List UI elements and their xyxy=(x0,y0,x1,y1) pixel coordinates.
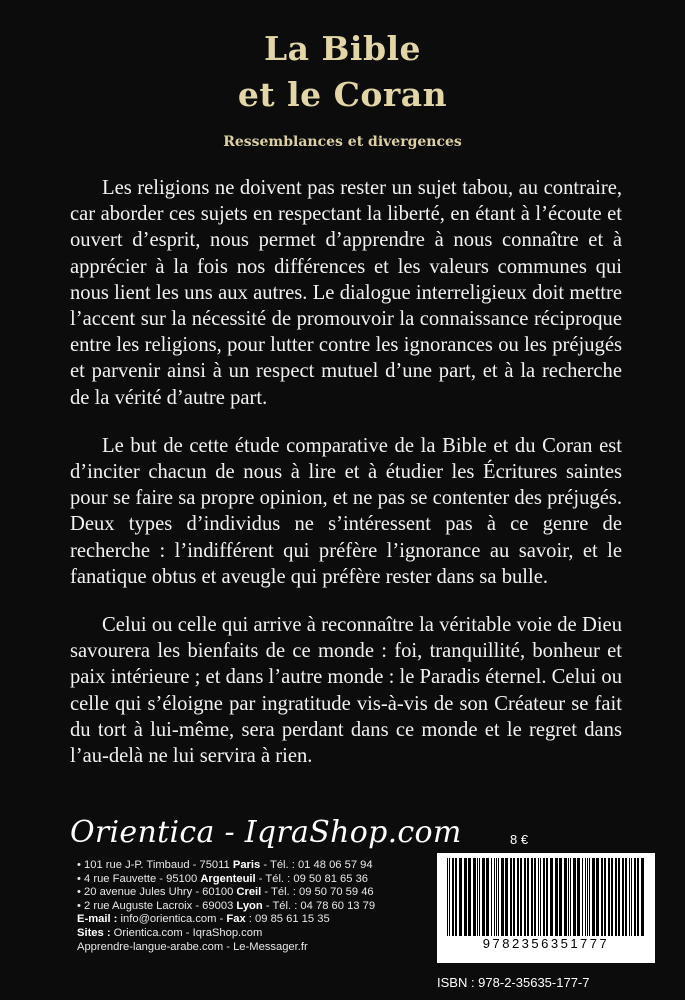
isbn-label: ISBN : 978-2-35635-177-7 xyxy=(437,975,590,990)
barcode-number: 9782356351777 xyxy=(482,936,610,951)
address-row-creil: • 20 avenue Jules Uhry - 60100 Creil - Tél. : 09 50 70 59 46 xyxy=(77,886,374,899)
publisher-addresses xyxy=(77,859,407,954)
contact-email-fax: E-mail : info@orientica.com - Fax : 09 85 61 15 35 xyxy=(77,913,330,926)
address-row-paris: • 101 rue J-P. Timbaud - 75011 Paris - Tél. : 01 48 06 57 94 xyxy=(77,859,373,871)
price-label: 8 € xyxy=(510,832,529,847)
paragraph-3: Celui ou celle qui arrive à reconnaître la véritable voie de Dieu savourera les bienfaits de ce monde : foi, tranquillité, bonheur et paix intérieure ; et dans l’autre monde : le Paradis éternel. Celui ou celle qui s’éloigne par ingratitude vis-à-vis de son Créateur se fait du tort à lui-même, sera perdant dans ce monde et le regret dans l’au-delà ne lui servira à rien. xyxy=(70,614,622,768)
back-cover-text xyxy=(70,175,622,791)
barcode xyxy=(437,853,655,963)
title-line-1: La Bible xyxy=(263,29,422,68)
paragraph-1: Les religions ne doivent pas rester un sujet tabou, au contraire, car aborder ces sujets en respectant la liberté, en étant à l’écoute et ouvert d’esprit, nous permet d’apprendre à nous connaître et à apprécier à la fois nos différences et les valeurs communes qui nous lient les uns aux autres. Le dialogue interreligieux doit mettre l’accent sur la nécessité de promouvoir la connaissance réciproque entre les religions, pour lutter contre les ignorances ou les préjugés et parvenir ainsi à un respect mutuel d’une part, et à la recherche de la vérité d’autre part. xyxy=(70,177,622,409)
paragraph-2: Le but de cette étude comparative de la Bible et du Coran est d’inciter chacun de nous à lire et à étudier les Écritures saintes pour se faire sa propre opinion, et ne pas se contenter des préjugés. Deux types d’individus ne s’intéressent pas à ce genre de recherche : l’indifférent qui préfère l’ignorance au savoir, et le fanatique obtus et aveugle qui préfère rester dans sa bulle. xyxy=(70,434,622,588)
title-line-2: et le Coran xyxy=(237,75,448,114)
book-subtitle: Ressemblances et divergences xyxy=(223,134,462,150)
publisher-brand: Orientica - IqraShop.com xyxy=(70,815,462,850)
contact-more-sites: Apprendre-langue-arabe.com - Le-Messager.fr xyxy=(77,940,308,953)
book-title xyxy=(0,26,685,118)
address-row-lyon: • 2 rue Auguste Lacroix - 69003 Lyon - Tél. : 04 78 60 13 79 xyxy=(77,899,376,912)
barcode-bars xyxy=(445,858,647,938)
address-row-argenteuil: • 4 rue Fauvette - 95100 Argenteuil - Tél. : 09 50 81 65 36 xyxy=(77,872,369,885)
contact-sites: Sites : Orientica.com - IqraShop.com xyxy=(77,926,263,939)
